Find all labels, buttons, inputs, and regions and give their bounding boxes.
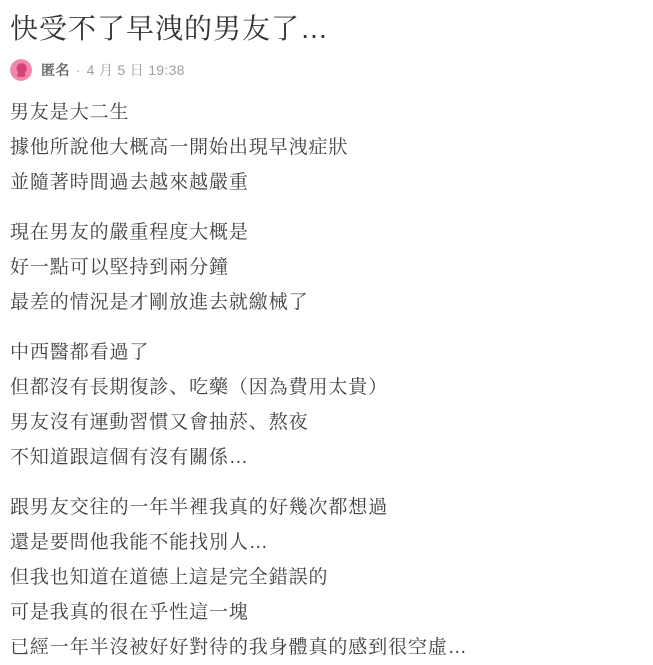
body-line: 已經一年半沒被好好對待的我身體真的感到很空虛… (10, 637, 468, 658)
meta-separator: · (76, 62, 81, 78)
post-meta (10, 59, 633, 81)
body-line: 但都沒有長期復診、吃藥（因為費用太貴） (10, 377, 389, 398)
body-line: 但我也知道在道德上這是完全錯誤的 (10, 567, 329, 588)
body-line: 據他所說他大概高一開始出現早洩症狀 (10, 137, 349, 158)
body-line: 可是我真的很在乎性這一塊 (10, 602, 249, 623)
post-timestamp: 4 月 5 日 19:38 (86, 62, 185, 78)
anonymous-avatar (10, 59, 32, 81)
body-line: 最差的情況是才剛放進去就繳械了 (10, 292, 309, 313)
body-line: 並隨著時間過去越來越嚴重 (10, 172, 249, 193)
body-line: 好一點可以堅持到兩分鐘 (10, 257, 229, 278)
avatar-head-silhouette (17, 63, 27, 77)
body-line: 還是要問他我能不能找別人… (10, 532, 269, 553)
anonymous-person-icon (10, 59, 32, 81)
body-line: 現在男友的嚴重程度大概是 (10, 222, 249, 243)
body-line: 不知道跟這個有沒有關係… (10, 447, 249, 468)
body-line: 中西醫都看過了 (10, 342, 150, 363)
meta-text (41, 60, 185, 80)
author-name: 匿名 (41, 62, 70, 78)
paragraph (10, 490, 633, 665)
body-line: 男友是大二生 (10, 102, 130, 123)
post-title: 快受不了早洩的男友了… (10, 13, 330, 44)
paragraph (10, 95, 633, 200)
post-body (10, 95, 633, 665)
paragraph (10, 335, 633, 475)
body-line: 跟男友交往的一年半裡我真的好幾次都想過 (10, 497, 389, 518)
paragraph (10, 215, 633, 320)
body-line: 男友沒有運動習慣又會抽菸、熬夜 (10, 412, 309, 433)
